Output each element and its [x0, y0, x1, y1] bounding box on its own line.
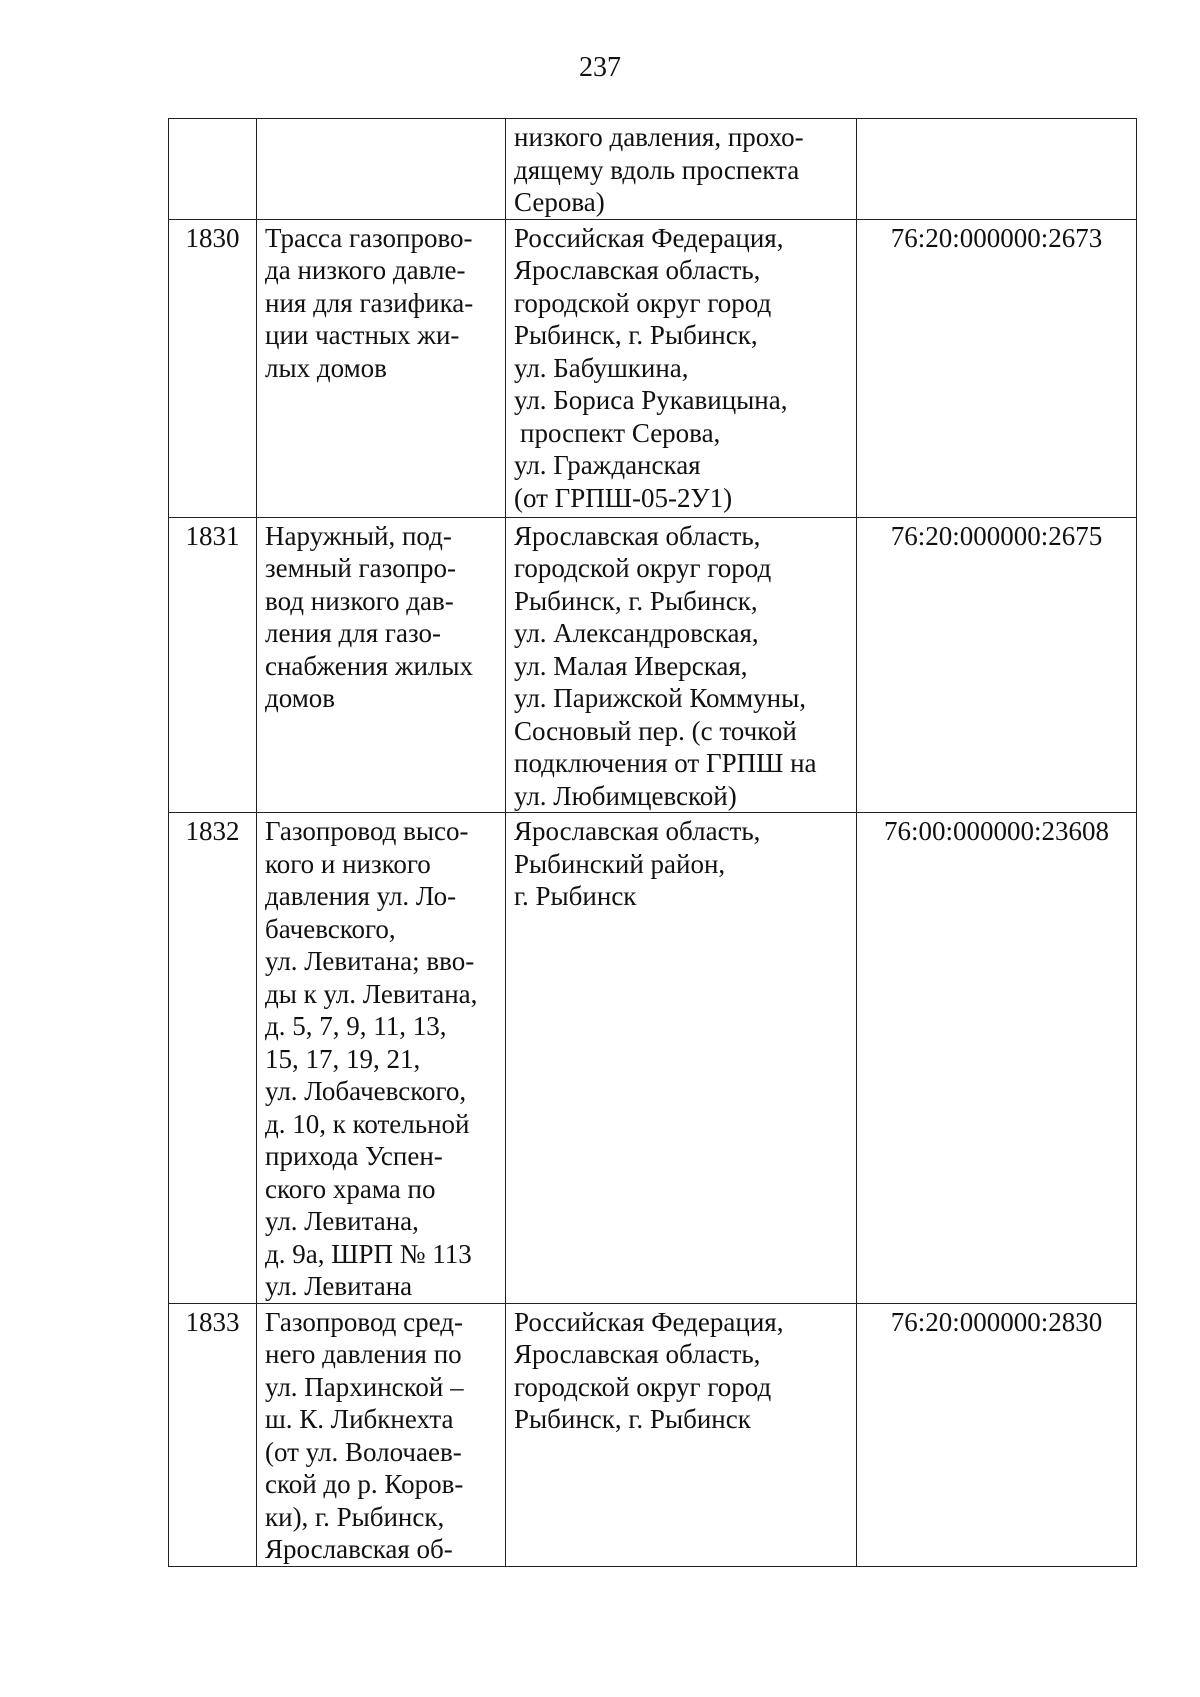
address-line: Рыбинск, г. Рыбинск — [514, 1404, 751, 1434]
object-name-line: (от ул. Волочаев- — [265, 1436, 462, 1467]
registry-table — [168, 118, 1137, 1567]
address-cell — [506, 1303, 857, 1566]
address-cell — [506, 517, 857, 813]
row-number-cell: 1831 — [169, 517, 257, 813]
object-name-line: земный газопро- — [265, 553, 457, 583]
object-name-line: кого и низкого — [265, 848, 431, 879]
address-line: Ярославская область, — [514, 816, 761, 846]
object-name-line: ки), г. Рыбинск, — [265, 1501, 445, 1532]
object-name-line: ул. Левитана, — [265, 1206, 419, 1236]
table-row — [169, 813, 1137, 1304]
address-line: Рыбинск, г. Рыбинск, — [514, 585, 758, 616]
object-name-line: лых домов — [265, 352, 387, 383]
address-line: Рыбинский район, — [514, 848, 726, 879]
row-number-cell — [169, 119, 257, 220]
cadastral-number-cell — [857, 119, 1137, 220]
table-row — [169, 119, 1137, 220]
address-cell — [506, 813, 857, 1304]
address-line: ул. Александровская, — [514, 618, 759, 648]
address-line: городской округ город — [514, 1371, 772, 1402]
object-name-line: ул. Лобачевского, — [265, 1076, 467, 1106]
object-name-line: Газопровод высо- — [265, 816, 469, 846]
row-number-cell: 1833 — [169, 1303, 257, 1566]
object-name-line: Наружный, под- — [265, 520, 452, 551]
object-name-line: вод низкого дав- — [265, 585, 454, 616]
address-line: ул. Бориса Рукавицына, — [514, 385, 788, 415]
object-name-line: ул. Пархинской – — [265, 1371, 464, 1402]
object-name-line: ления для газо- — [265, 618, 441, 648]
object-name-line: ского храма по — [265, 1173, 436, 1204]
page-number: 237 — [579, 52, 621, 83]
object-name-line: прихода Успен- — [265, 1141, 443, 1171]
cadastral-number-cell: 76:20:000000:2675 — [857, 517, 1137, 813]
address-line: (от ГРПШ-05-2У1) — [514, 482, 733, 513]
object-name-line: ции частных жи- — [265, 320, 460, 350]
object-name-line: д. 10, к котельной — [265, 1108, 470, 1139]
object-name-line: ды к ул. Левитана, — [265, 978, 478, 1009]
object-name-line: давления ул. Ло- — [265, 881, 457, 911]
object-name-line: ской до р. Коров- — [265, 1469, 464, 1499]
address-line: г. Рыбинск — [514, 881, 637, 911]
object-name-line: домов — [265, 683, 336, 713]
address-line: Рыбинск, г. Рыбинск, — [514, 320, 758, 350]
address-line: Ярославская область, — [514, 520, 761, 551]
object-name-line: Трасса газопрово- — [265, 222, 473, 253]
object-name-line: ул. Левитана — [265, 1271, 413, 1301]
address-line: Российская Федерация, — [514, 1306, 784, 1337]
table-row — [169, 219, 1137, 517]
address-line: ул. Парижской Коммуны, — [514, 683, 806, 713]
cadastral-number-cell: 76:20:000000:2673 — [857, 219, 1137, 517]
object-name-line: ния для газифика- — [265, 287, 474, 318]
object-name-line: ул. Левитана; вво- — [265, 946, 475, 976]
address-line: низкого давления, прохо- — [514, 122, 804, 152]
address-line: Российская Федерация, — [514, 222, 784, 253]
address-line: подключения от ГРПШ на — [514, 748, 817, 778]
object-name-cell — [257, 119, 506, 220]
object-name-line: Ярославская об- — [265, 1534, 453, 1564]
object-name-line: снабжения жилых — [265, 650, 474, 681]
object-name-cell — [257, 517, 506, 813]
address-line: проспект Серова, — [520, 417, 721, 448]
address-line: Серова) — [514, 187, 605, 217]
object-name-line: д. 5, 7, 9, 11, 13, — [265, 1011, 447, 1041]
cadastral-number-cell: 76:20:000000:2830 — [857, 1303, 1137, 1566]
object-name-line: Газопровод сред- — [265, 1306, 463, 1337]
address-line: ул. Малая Иверская, — [514, 650, 748, 681]
cadastral-number-cell: 76:00:000000:23608 — [857, 813, 1137, 1304]
object-name-line: д. 9а, ШРП № 113 — [265, 1238, 472, 1269]
address-line: дящему вдоль проспекта — [514, 154, 800, 185]
row-number-cell: 1830 — [169, 219, 257, 517]
address-cell — [506, 119, 857, 220]
table-row — [169, 1303, 1137, 1566]
row-number-cell: 1832 — [169, 813, 257, 1304]
object-name-cell — [257, 1303, 506, 1566]
address-line: Сосновый пер. (с точкой — [514, 715, 797, 746]
address-line: Ярославская область, — [514, 255, 761, 285]
address-line: городской округ город — [514, 287, 772, 318]
registry-table-body — [169, 119, 1137, 1567]
object-name-cell — [257, 219, 506, 517]
object-name-line: него давления по — [265, 1339, 462, 1369]
address-line: ул. Бабушкина, — [514, 352, 689, 383]
object-name-line: бачевского, — [265, 913, 396, 944]
object-name-line: 15, 17, 19, 21, — [265, 1043, 421, 1074]
object-name-line: да низкого давле- — [265, 255, 466, 285]
address-line: ул. Гражданская — [514, 450, 701, 480]
object-name-line: ш. К. Либкнехта — [265, 1404, 454, 1434]
address-line: Ярославская область, — [514, 1339, 761, 1369]
address-cell — [506, 219, 857, 517]
address-line: ул. Любимцевской) — [514, 780, 737, 811]
address-line: городской округ город — [514, 553, 772, 583]
object-name-cell — [257, 813, 506, 1304]
table-row — [169, 517, 1137, 813]
